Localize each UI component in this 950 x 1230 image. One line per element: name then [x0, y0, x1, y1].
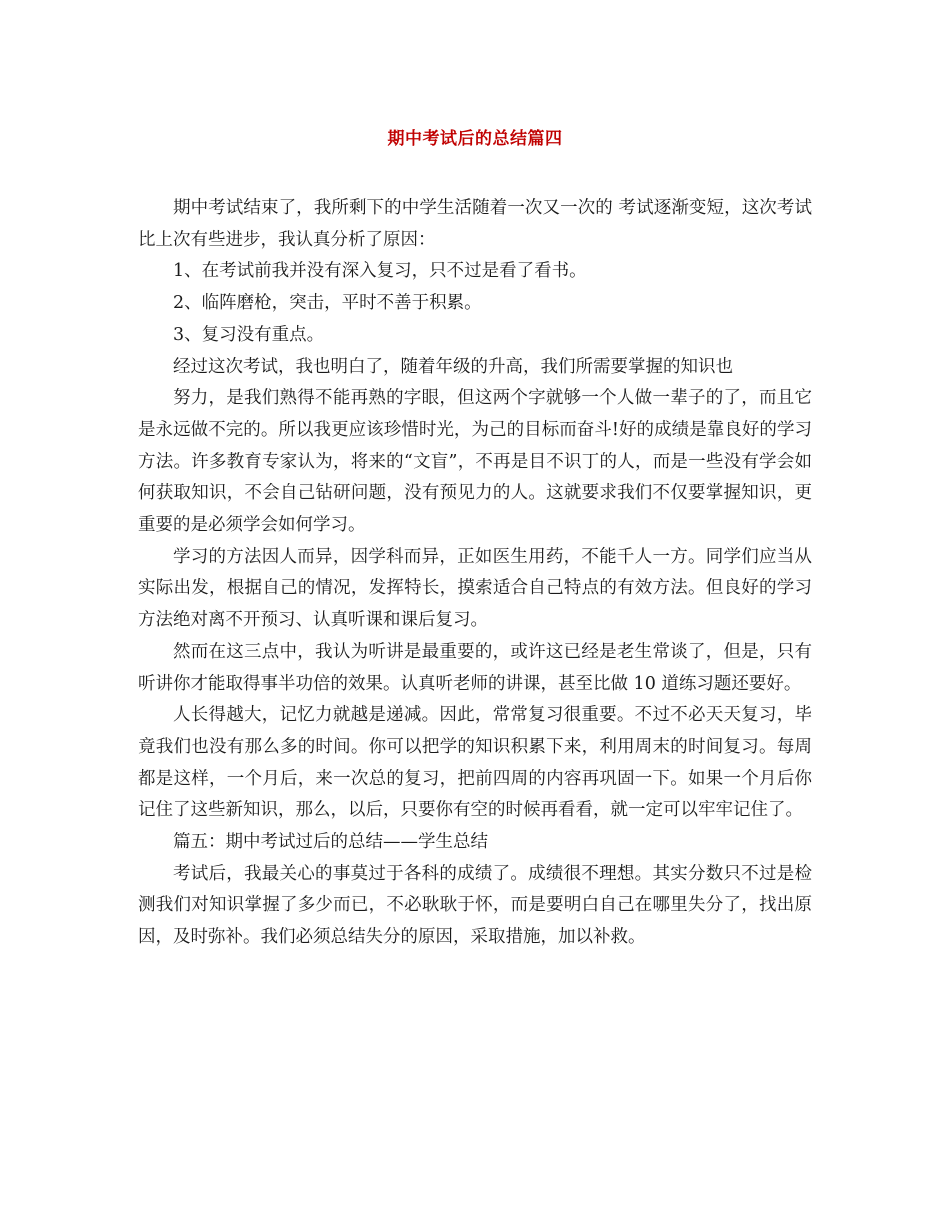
- document-body: [138, 193, 812, 954]
- paragraph: 2、临阵磨枪，突击，平时不善于积累。: [173, 293, 482, 314]
- paragraph: 努力，是我们熟得不能再熟的字眼，但这两个字就够一个人做一辈子的了，而且它是永远做不完的。所以我更应该珍惜时光，为己的目标而奋斗!好的成绩是靠良好的学习方法。许多教育专家认为，将来的“文盲”，不再是目不识丁的人，而是一些没有学会如何获取知识，不会自己钻研问题，没有预见力的人。这就要求我们不仅要掌握知识，更重要的是必须学会如何学习。: [138, 388, 812, 536]
- paragraph: 经过这次考试，我也明白了，随着年级的升高，我们所需要掌握的知识也: [173, 356, 733, 377]
- paragraph: 然而在这三点中，我认为听讲是最重要的，或许这已经是老生常谈了，但是，只有听讲你才能取得事半功倍的效果。认真听老师的讲课，甚至比做 10 道练习题还要好。: [138, 641, 812, 694]
- paragraph: 3、复习没有重点。: [173, 324, 325, 345]
- paragraph: 学习的方法因人而异，因学科而异，正如医生用药，不能千人一方。同学们应当从实际出发，根据自己的情况，发挥特长，摸索适合自己特点的有效方法。但良好的学习方法绝对离不开预习、认真听课和课后复习。: [138, 546, 812, 631]
- document-title: 期中考试后的总结篇四: [387, 129, 563, 149]
- paragraph: 考试后，我最关心的事莫过于各科的成绩了。成绩很不理想。其实分数只不过是检测我们对知识掌握了多少而已，不必耿耿于怀，而是要明白自己在哪里失分了，找出原因，及时弥补。我们必须总结失分的原因，采取措施，加以补救。: [138, 863, 812, 948]
- paragraph: 期中考试结束了，我所剩下的中学生活随着一次又一次的 考试逐渐变短，这次考试比上次有些进步，我认真分析了原因：: [138, 198, 812, 250]
- paragraph: 1、在考试前我并没有深入复习，只不过是看了看书。: [173, 261, 587, 282]
- section-heading: 篇五：期中考试过后的总结——学生总结: [173, 832, 488, 853]
- paragraph: 人长得越大，记忆力就越是递减。因此，常常复习很重要。不过不必天天复习，毕竟我们也没有那么多的时间。你可以把学的知识积累下来，利用周末的时间复习。每周都是这样，一个月后，来一次总的复习，把前四周的内容再巩固一下。如果一个月后你记住了这些新知识，那么，以后，只要你有空的时候再看看，就一定可以牢牢记住了。: [138, 705, 812, 821]
